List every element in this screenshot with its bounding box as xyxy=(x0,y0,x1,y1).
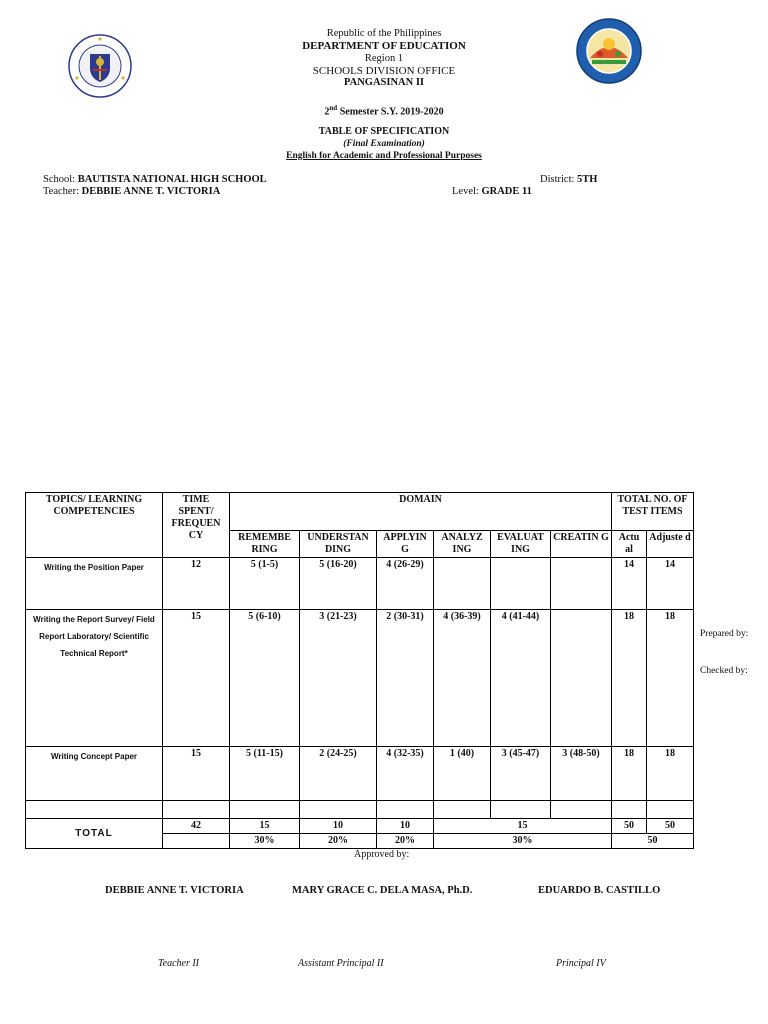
total-actual-cell: 50 xyxy=(612,819,647,834)
creating-cell xyxy=(551,610,612,747)
signatory-name-teacher: DEBBIE ANNE T. VICTORIA xyxy=(105,885,244,896)
remembering-header: REMEMBE RING xyxy=(230,531,300,558)
semester-number: 2 xyxy=(324,106,330,118)
adjusted-cell: 18 xyxy=(647,747,694,801)
remembering-cell: 5 (6-10) xyxy=(230,610,300,747)
evaluating-cell xyxy=(491,558,551,610)
subject-title: English for Academic and Professional Purposes xyxy=(286,151,482,161)
region-line: Region 1 xyxy=(364,53,404,64)
total-time-cell: 42 xyxy=(163,819,230,834)
topic-cell: Writing Concept Paper xyxy=(26,747,163,801)
remembering-cell: 5 (11-15) xyxy=(230,747,300,801)
table-row xyxy=(26,558,694,610)
level-label: Level: xyxy=(452,186,482,197)
republic-line: Republic of the Philippines xyxy=(326,28,442,39)
total-label: TOTAL xyxy=(26,819,163,849)
percent-understanding-cell: 20% xyxy=(300,834,377,849)
table-row xyxy=(26,747,694,801)
approved-by-label: Approved by: xyxy=(354,849,410,860)
evaluating-header: EVALUAT ING xyxy=(491,531,551,558)
percent-time-cell xyxy=(163,834,230,849)
teacher-field xyxy=(43,186,220,197)
percent-total-cell: 50 xyxy=(612,834,694,849)
creating-header: CREATIN G xyxy=(551,531,612,558)
creating-cell: 3 (48-50) xyxy=(551,747,612,801)
actual-header: Actu al xyxy=(612,531,647,558)
adjusted-header: Adjuste d xyxy=(647,531,694,558)
percent-hots-cell: 30% xyxy=(434,834,612,849)
document-title: TABLE OF SPECIFICATION xyxy=(318,126,450,137)
department-name: DEPARTMENT OF EDUCATION xyxy=(302,40,466,52)
analyzing-cell xyxy=(434,558,491,610)
total-items-header: TOTAL NO. OF TEST ITEMS xyxy=(612,493,694,531)
topic-cell: Writing the Report Survey/ Field Report Laboratory/ Scientific Technical Report* xyxy=(26,610,163,747)
level-field xyxy=(452,186,532,197)
total-remembering-cell: 15 xyxy=(230,819,300,834)
header-row-1 xyxy=(26,493,694,531)
checked-by-label: Checked by: xyxy=(700,666,748,676)
topic-cell: Writing the Position Paper xyxy=(26,558,163,610)
percent-applying-cell: 20% xyxy=(377,834,434,849)
signatory-name-principal: EDUARDO B. CASTILLO xyxy=(538,885,661,896)
school-field xyxy=(43,174,267,185)
remembering-cell: 5 (1-5) xyxy=(230,558,300,610)
specification-table xyxy=(25,492,694,849)
percent-remembering-cell: 30% xyxy=(230,834,300,849)
signatory-position-principal: Principal IV xyxy=(556,958,606,969)
applying-cell: 4 (26-29) xyxy=(377,558,434,610)
semester-suffix: nd xyxy=(329,104,338,112)
signatory-position-assistant-principal: Assistant Principal II xyxy=(298,958,384,969)
total-applying-cell: 10 xyxy=(377,819,434,834)
topics-header: TOPICS/ LEARNING COMPETENCIES xyxy=(26,493,163,558)
total-hots-cell: 15 xyxy=(434,819,612,834)
actual-cell: 18 xyxy=(612,747,647,801)
evaluating-cell: 4 (41-44) xyxy=(491,610,551,747)
division-line: SCHOOLS DIVISION OFFICE xyxy=(312,65,456,77)
analyzing-header: ANALYZ ING xyxy=(434,531,491,558)
district-value: 5TH xyxy=(577,174,598,185)
totals-row xyxy=(26,819,694,834)
domain-header: DOMAIN xyxy=(230,493,612,531)
school-value: BAUTISTA NATIONAL HIGH SCHOOL xyxy=(77,174,267,185)
school-label: School: xyxy=(43,174,78,185)
prepared-by-label: Prepared by: xyxy=(700,629,749,639)
understanding-header: UNDERSTAN DING xyxy=(300,531,377,558)
exam-type: (Final Examination) xyxy=(343,139,425,149)
understanding-cell: 3 (21-23) xyxy=(300,610,377,747)
understanding-cell: 5 (16-20) xyxy=(300,558,377,610)
applying-header: APPLYIN G xyxy=(377,531,434,558)
evaluating-cell: 3 (45-47) xyxy=(491,747,551,801)
district-label: District: xyxy=(540,174,578,185)
signatory-position-teacher: Teacher II xyxy=(158,958,200,969)
semester-line xyxy=(0,102,768,119)
time-header: TIME SPENT/ FREQUEN CY xyxy=(163,493,230,558)
actual-cell: 18 xyxy=(612,610,647,747)
adjusted-cell: 14 xyxy=(647,558,694,610)
teacher-value: DEBBIE ANNE T. VICTORIA xyxy=(81,186,221,197)
level-value: GRADE 11 xyxy=(481,186,532,197)
district-field xyxy=(540,174,597,185)
office-line: PANGASINAN II xyxy=(343,77,425,88)
total-understanding-cell: 10 xyxy=(300,819,377,834)
signatory-name-assistant-principal: MARY GRACE C. DELA MASA, Ph.D. xyxy=(292,885,473,896)
understanding-cell: 2 (24-25) xyxy=(300,747,377,801)
time-cell: 12 xyxy=(163,558,230,610)
time-cell: 15 xyxy=(163,610,230,747)
applying-cell: 4 (32-35) xyxy=(377,747,434,801)
adjusted-cell: 18 xyxy=(647,610,694,747)
creating-cell xyxy=(551,558,612,610)
analyzing-cell: 4 (36-39) xyxy=(434,610,491,747)
actual-cell: 14 xyxy=(612,558,647,610)
semester-text: Semester S.Y. 2019-2020 xyxy=(337,106,444,118)
empty-row xyxy=(26,801,694,819)
teacher-label: Teacher: xyxy=(43,186,82,197)
time-cell: 15 xyxy=(163,747,230,801)
analyzing-cell: 1 (40) xyxy=(434,747,491,801)
table-row xyxy=(26,610,694,747)
total-adjusted-cell: 50 xyxy=(647,819,694,834)
applying-cell: 2 (30-31) xyxy=(377,610,434,747)
